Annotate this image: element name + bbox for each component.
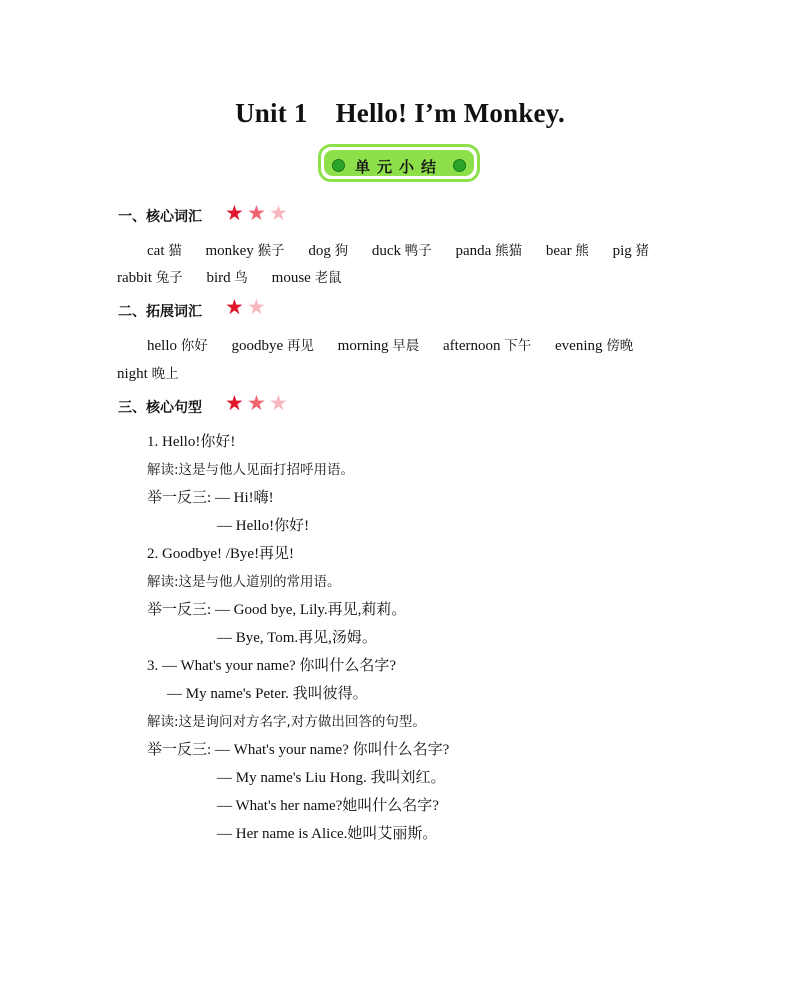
vocab-item: morning 早晨 <box>337 338 420 354</box>
vocab-item: evening 傍晚 <box>555 338 634 354</box>
sentence-example: — Hello!你好! <box>217 518 310 534</box>
vocab-item: panda 熊猫 <box>455 243 523 259</box>
vocab-item: pig 猪 <box>612 243 650 259</box>
sentence-line: — My name's Peter. 我叫彼得。 <box>167 686 368 702</box>
half-star-icon: ★ <box>247 295 266 319</box>
vocab-item: afternoon 下午 <box>443 338 532 354</box>
sentence-note: 解读:这是与他人见面打招呼用语。 <box>147 462 355 478</box>
section-heading-sentences: 三、核心句型 <box>118 400 202 416</box>
vocab-item: dog 狗 <box>308 243 349 259</box>
sentence-line: 1. Hello!你好! <box>147 434 236 450</box>
star-icon: ★ <box>225 391 244 415</box>
sentence-line: 3. — What's your name? 你叫什么名字? <box>147 658 397 674</box>
vocab-line <box>117 268 362 288</box>
half-star-icon: ★ <box>269 201 288 225</box>
vocab-line <box>147 241 649 261</box>
vocab-item: monkey 猴子 <box>205 243 285 259</box>
star-icon: ★ <box>247 391 266 415</box>
vocab-item: bird 鸟 <box>206 270 248 286</box>
star-icon: ★ <box>225 295 244 319</box>
vocab-item: hello 你好 <box>147 338 208 354</box>
badge-label: 单元小结 <box>354 158 443 176</box>
green-dot-icon <box>453 159 466 172</box>
sentence-note: 解读:这是与他人道别的常用语。 <box>147 574 341 590</box>
vocab-line <box>117 364 199 384</box>
vocab-line <box>147 336 633 356</box>
sentence-example: 举一反三: — Good bye, Lily.再见,莉莉。 <box>147 602 407 618</box>
section-heading-ext-vocab: 二、拓展词汇 <box>118 304 202 320</box>
unit-name: Hello! I’m Monkey. <box>335 98 565 128</box>
vocab-item: bear 熊 <box>545 243 589 259</box>
vocab-item: goodbye 再见 <box>231 338 314 354</box>
vocab-item: cat 猫 <box>147 243 182 259</box>
star-icon: ★ <box>225 201 244 225</box>
half-star-icon: ★ <box>269 391 288 415</box>
unit-number: Unit 1 <box>235 98 308 128</box>
sentence-example: 举一反三: — What's your name? 你叫什么名字? <box>147 742 450 758</box>
sentence-example: — Bye, Tom.再见,汤姆。 <box>217 630 377 646</box>
vocab-item: night 晚上 <box>117 366 179 382</box>
section-heading-core-vocab: 一、核心词汇 <box>118 209 202 225</box>
sentence-example: 举一反三: — Hi!嗨! <box>147 490 274 506</box>
sentence-example: — My name's Liu Hong. 我叫刘红。 <box>217 770 446 786</box>
unit-title <box>0 98 800 129</box>
vocab-item: mouse 老鼠 <box>271 270 342 286</box>
sentence-example: — What's her name?她叫什么名字? <box>217 798 439 814</box>
sentence-example: — Her name is Alice.她叫艾丽斯。 <box>217 826 438 842</box>
unit-summary-badge <box>318 144 480 182</box>
star-icon: ★ <box>247 201 266 225</box>
sentence-line: 2. Goodbye! /Bye!再见! <box>147 546 295 562</box>
vocab-item: duck 鸭子 <box>371 243 432 259</box>
vocab-item: rabbit 兔子 <box>117 270 183 286</box>
sentence-note: 解读:这是询问对方名字,对方做出回答的句型。 <box>147 714 426 730</box>
